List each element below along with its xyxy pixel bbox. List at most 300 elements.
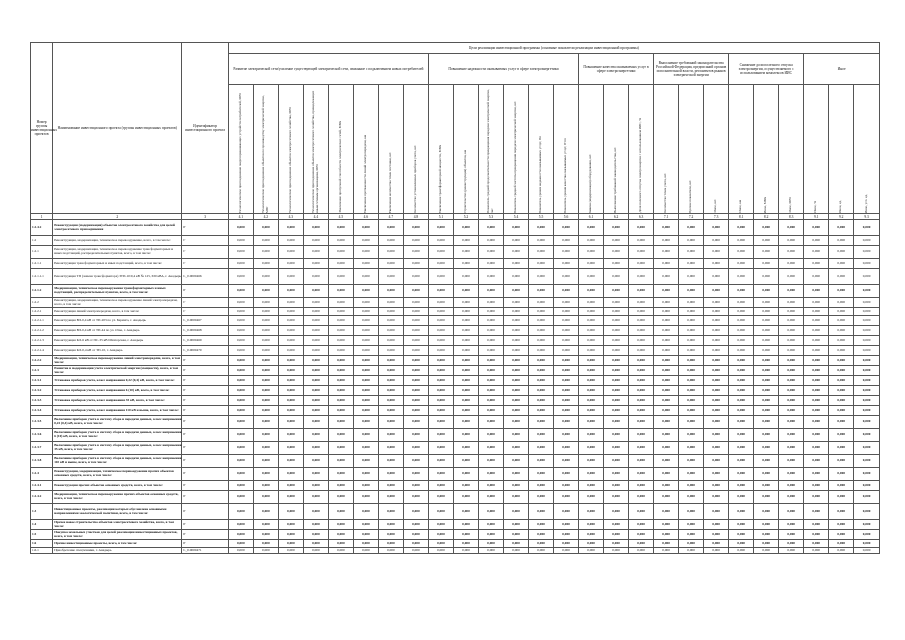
sub-header (228, 85, 253, 214)
row-value: 0,000 (854, 416, 880, 429)
row-value: 0,000 (729, 491, 754, 504)
row-value: 0,000 (779, 548, 804, 554)
row-name: Включение приборов учета в систему сбора и передачи данных, класс напряжения 110 кВ и выше, всего, в том числе: (53, 455, 182, 468)
row-code: 1.2.4.1 (31, 481, 53, 491)
row-value: 0,000 (504, 346, 529, 356)
row-value: 0,000 (278, 366, 303, 376)
row-code: 1.2.2.1.3 (31, 336, 53, 346)
row-value: 0,000 (804, 429, 829, 442)
row-name: Реконструкция, модернизация, техническое перевооружение линий электропередачи, всего, в том числе: (53, 298, 182, 308)
sub-header-text: Количество точек учета, шт. (663, 173, 668, 213)
row-value: 0,000 (654, 406, 679, 416)
row-value: 0,000 (428, 540, 453, 548)
row-value: 0,000 (579, 356, 604, 366)
row-value: 0,000 (529, 520, 554, 530)
row-value: 0,000 (303, 269, 328, 285)
row-value: 0,000 (453, 346, 478, 356)
row-value: 0,000 (729, 455, 754, 468)
top-title: Цели реализации инвестиционной программы (основные показатели реализации инвестиционной программы) (228, 43, 879, 54)
row-value: 0,000 (829, 220, 854, 236)
row-value: 0,000 (403, 540, 428, 548)
sub-header-text: Выполнение требований законодательства, шт. (613, 147, 618, 213)
column-number: 8.2 (754, 214, 779, 220)
row-value: 0,000 (504, 316, 529, 326)
row-value: 0,000 (629, 504, 654, 520)
row-value: 0,000 (804, 246, 829, 259)
row-value: 0,000 (679, 396, 704, 406)
row-value: 0,000 (554, 468, 579, 481)
table-row (31, 548, 880, 554)
row-value: 0,000 (353, 416, 378, 429)
row-value: 0,000 (754, 346, 779, 356)
row-value: 0,000 (328, 308, 353, 316)
row-value: 0,000 (729, 259, 754, 269)
row-value: 0,000 (378, 269, 403, 285)
row-value: 0,000 (353, 396, 378, 406)
row-value: 0,000 (604, 386, 629, 396)
row-value: 0,000 (829, 455, 854, 468)
row-value: 0,000 (378, 220, 403, 236)
row-value: 0,000 (303, 376, 328, 386)
row-value: 0,000 (554, 298, 579, 308)
row-value: 0,000 (278, 455, 303, 468)
sub-header (428, 85, 453, 214)
row-value: 0,000 (804, 346, 829, 356)
row-name: Реконструкция КЛ-0,4 кВ от ТП-10, г. Анадырь (53, 346, 182, 356)
row-value: 0,000 (303, 308, 328, 316)
row-value: 0,000 (228, 468, 253, 481)
row-value: 0,000 (804, 540, 829, 548)
row-value: 0,000 (579, 520, 604, 530)
row-value: 0,000 (453, 530, 478, 540)
sub-header (854, 85, 880, 214)
sub-header-text: Иное, шт. (713, 199, 718, 213)
row-value: 0,000 (478, 298, 503, 308)
row-value: 0,000 (353, 548, 378, 554)
row-name: Реконструкция трансформаторных и иных подстанций, всего, в том числе: (53, 259, 182, 269)
row-value: 0,000 (253, 548, 278, 554)
row-value: 0,000 (629, 386, 654, 396)
row-value: 0,000 (253, 366, 278, 376)
sub-header-text: Увеличение пропускной способности электрических сетей, МВА (338, 121, 342, 213)
row-value: 0,000 (629, 520, 654, 530)
row-value: 0,000 (629, 326, 654, 336)
row-value: 0,000 (754, 308, 779, 316)
row-value: 0,000 (303, 455, 328, 468)
row-value: 0,000 (704, 429, 729, 442)
row-value: 0,000 (504, 548, 529, 554)
row-value: 0,000 (654, 442, 679, 455)
row-value: 0,000 (804, 308, 829, 316)
row-value: 0,000 (604, 246, 629, 259)
row-value: 0,000 (579, 504, 604, 520)
row-value: 0,000 (529, 442, 554, 455)
row-value: 0,000 (654, 259, 679, 269)
row-value: 0,000 (729, 468, 754, 481)
row-id: Г (182, 285, 228, 298)
row-value: 0,000 (854, 504, 880, 520)
row-value: 0,000 (654, 316, 679, 326)
table-row (31, 298, 880, 308)
table-row (31, 468, 880, 481)
row-value: 0,000 (604, 269, 629, 285)
row-name: Прочие инвестиционные проекты, всего, в том числе: (53, 540, 182, 548)
row-code: 1.2.2.1.1 (31, 316, 53, 326)
column-number: 4.8 (403, 214, 428, 220)
row-value: 0,000 (378, 429, 403, 442)
row-value: 0,000 (253, 356, 278, 366)
row-value: 0,000 (779, 356, 804, 366)
row-value: 0,000 (378, 356, 403, 366)
row-id: L_0.0000469 (182, 336, 228, 346)
row-value: 0,000 (378, 308, 403, 316)
row-value: 0,000 (529, 504, 554, 520)
row-value: 0,000 (428, 366, 453, 376)
row-value: 0,000 (529, 376, 554, 386)
row-value: 0,000 (829, 468, 854, 481)
row-value: 0,000 (529, 326, 554, 336)
row-value: 0,000 (829, 548, 854, 554)
row-value: 0,000 (504, 504, 529, 520)
row-value: 0,000 (779, 491, 804, 504)
row-value: 0,000 (378, 366, 403, 376)
row-value: 0,000 (579, 336, 604, 346)
row-value: 0,000 (604, 481, 629, 491)
row-value: 0,000 (579, 530, 604, 540)
table-row (31, 386, 880, 396)
row-value: 0,000 (403, 376, 428, 386)
row-value: 0,000 (228, 246, 253, 259)
row-value: 0,000 (554, 246, 579, 259)
row-value: 0,000 (729, 285, 754, 298)
row-value: 0,000 (554, 236, 579, 246)
row-value: 0,000 (303, 396, 328, 406)
row-name: Приобретение спецтехники, г. Анадырь (53, 548, 182, 554)
row-value: 0,000 (428, 396, 453, 406)
row-value: 0,000 (453, 298, 478, 308)
row-value: 0,000 (403, 429, 428, 442)
row-value: 0,000 (629, 269, 654, 285)
row-value: 0,000 (353, 269, 378, 285)
row-value: 0,000 (604, 548, 629, 554)
row-value: 0,000 (704, 269, 729, 285)
row-value: 0,000 (453, 491, 478, 504)
row-value: 0,000 (228, 326, 253, 336)
row-value: 0,000 (328, 406, 353, 416)
group-header: Иное (804, 54, 880, 85)
group-header: Повышение надежности оказываемых услуг в сфере электроэнергетики (428, 54, 578, 85)
row-value: 0,000 (604, 298, 629, 308)
row-value: 0,000 (854, 285, 880, 298)
row-value: 0,000 (303, 246, 328, 259)
row-value: 0,000 (704, 481, 729, 491)
row-value: 0,000 (829, 236, 854, 246)
row-value: 0,000 (378, 406, 403, 416)
table-row (31, 491, 880, 504)
row-value: 0,000 (654, 520, 679, 530)
row-value: 0,000 (779, 442, 804, 455)
row-value: 0,000 (829, 504, 854, 520)
row-value: 0,000 (729, 396, 754, 406)
row-value: 0,000 (378, 298, 403, 308)
row-value: 0,000 (504, 406, 529, 416)
row-value: 0,000 (854, 326, 880, 336)
row-value: 0,000 (403, 406, 428, 416)
row-value: 0,000 (353, 236, 378, 246)
row-value: 0,000 (654, 246, 679, 259)
row-value: 0,000 (253, 396, 278, 406)
row-value: 0,000 (729, 246, 754, 259)
row-value: 0,000 (403, 336, 428, 346)
row-value: 0,000 (228, 504, 253, 520)
row-value: 0,000 (353, 530, 378, 540)
row-value: 0,000 (453, 308, 478, 316)
column-number: 7.2 (679, 214, 704, 220)
row-value: 0,000 (679, 246, 704, 259)
row-value: 0,000 (403, 386, 428, 396)
row-value: 0,000 (278, 429, 303, 442)
row-name: Реконструкция (модернизация) объектов электросетевого хозяйства для целей электросетевого присоединения (53, 220, 182, 236)
row-value: 0,000 (754, 455, 779, 468)
row-value: 0,000 (403, 269, 428, 285)
row-value: 0,000 (754, 468, 779, 481)
row-id: Г (182, 540, 228, 548)
row-value: 0,000 (403, 220, 428, 236)
row-value: 0,000 (278, 220, 303, 236)
row-value: 0,000 (629, 366, 654, 376)
row-value: 0,000 (378, 504, 403, 520)
row-value: 0,000 (579, 455, 604, 468)
row-value: 0,000 (453, 540, 478, 548)
row-value: 0,000 (504, 356, 529, 366)
row-value: 0,000 (303, 491, 328, 504)
row-value: 0,000 (453, 442, 478, 455)
row-value: 0,000 (378, 336, 403, 346)
row-value: 0,000 (679, 326, 704, 336)
row-value: 0,000 (353, 259, 378, 269)
sub-header-text: Технологическое присоединение объектов электросетевого хозяйства, принадлежащих иным сетевым организациям, МВт (311, 90, 319, 213)
row-value: 0,000 (579, 246, 604, 259)
row-value: 0,000 (303, 530, 328, 540)
row-value: 0,000 (328, 468, 353, 481)
row-value: 0,000 (428, 336, 453, 346)
row-value: 0,000 (829, 416, 854, 429)
row-value: 0,000 (579, 376, 604, 386)
row-value: 0,000 (278, 504, 303, 520)
row-value: 0,000 (704, 386, 729, 396)
row-value: 0,000 (303, 220, 328, 236)
row-value: 0,000 (654, 468, 679, 481)
row-value: 0,000 (679, 406, 704, 416)
row-value: 0,000 (829, 366, 854, 376)
row-value: 0,000 (779, 316, 804, 326)
row-id: L_0.0000468 (182, 326, 228, 336)
row-value: 0,000 (478, 442, 503, 455)
row-value: 0,000 (804, 491, 829, 504)
row-value: 0,000 (604, 540, 629, 548)
row-value: 0,000 (779, 346, 804, 356)
row-name: Модернизация, техническое перевооружение прочих объектов основных средств, всего, в том числе: (53, 491, 182, 504)
row-value: 0,000 (328, 429, 353, 442)
row-value: 0,000 (378, 246, 403, 259)
row-value: 0,000 (403, 396, 428, 406)
row-code: 1.2.2.1.2 (31, 326, 53, 336)
row-value: 0,000 (428, 298, 453, 308)
row-value: 0,000 (779, 376, 804, 386)
row-value: 0,000 (754, 259, 779, 269)
row-value: 0,000 (228, 269, 253, 285)
row-value: 0,000 (328, 326, 353, 336)
row-value: 0,000 (829, 442, 854, 455)
row-value: 0,000 (403, 442, 428, 455)
row-value: 0,000 (654, 396, 679, 406)
row-value: 0,000 (478, 308, 503, 316)
row-value: 0,000 (554, 442, 579, 455)
row-value: 0,000 (478, 236, 503, 246)
row-value: 0,000 (729, 416, 754, 429)
row-value: 0,000 (228, 406, 253, 416)
sub-header-text: Технологическое присоединение объектов электросетевого хозяйства, МВт (287, 107, 292, 213)
row-value: 0,000 (829, 520, 854, 530)
row-value: 0,000 (704, 326, 729, 336)
row-value: 0,000 (529, 530, 554, 540)
row-value: 0,000 (453, 504, 478, 520)
row-value: 0,000 (378, 491, 403, 504)
row-value: 0,000 (228, 429, 253, 442)
row-value: 0,000 (278, 386, 303, 396)
row-value: 0,000 (629, 396, 654, 406)
row-value: 0,000 (303, 259, 328, 269)
row-value: 0,000 (679, 429, 704, 442)
row-value: 0,000 (403, 366, 428, 376)
row-value: 0,000 (779, 326, 804, 336)
row-value: 0,000 (829, 285, 854, 298)
row-value: 0,000 (554, 455, 579, 468)
row-value: 0,000 (428, 481, 453, 491)
row-value: 0,000 (303, 236, 328, 246)
row-value: 0,000 (328, 366, 353, 376)
row-value: 0,000 (228, 455, 253, 468)
row-value: 0,000 (428, 316, 453, 326)
row-value: 0,000 (453, 468, 478, 481)
sub-header-text: Показатель уровня надежности оказываемых услуг, Пп (538, 135, 543, 213)
row-value: 0,000 (278, 406, 303, 416)
sub-header (403, 85, 428, 214)
sub-header-text: Иное, усл. ед. (863, 193, 868, 213)
row-value: 0,000 (228, 442, 253, 455)
row-value: 0,000 (679, 308, 704, 316)
row-value: 0,000 (328, 236, 353, 246)
row-value: 0,000 (504, 468, 529, 481)
row-value: 0,000 (228, 386, 253, 396)
sub-header-text: Технологическое присоединение объектов по производству электрической энергии, МВт (261, 95, 269, 213)
row-value: 0,000 (729, 504, 754, 520)
row-value: 0,000 (353, 481, 378, 491)
row-value: 0,000 (829, 429, 854, 442)
row-code: 1.2.3.1 (31, 376, 53, 386)
row-value: 0,000 (228, 481, 253, 491)
column-number: 8.3 (779, 214, 804, 220)
sub-header (829, 85, 854, 214)
row-value: 0,000 (829, 336, 854, 346)
row-value: 0,000 (579, 481, 604, 491)
row-value: 0,000 (829, 326, 854, 336)
row-value: 0,000 (829, 246, 854, 259)
row-value: 0,000 (679, 540, 704, 548)
row-value: 0,000 (278, 376, 303, 386)
sub-header-text: Иное, ед. (838, 200, 843, 213)
row-value: 0,000 (303, 285, 328, 298)
row-value: 0,000 (228, 416, 253, 429)
row-id: Г (182, 308, 228, 316)
row-value: 0,000 (378, 316, 403, 326)
sub-header-text: Иное, % (813, 201, 818, 213)
row-value: 0,000 (829, 376, 854, 386)
row-value: 0,000 (779, 336, 804, 346)
row-value: 0,000 (679, 481, 704, 491)
row-value: 0,000 (529, 481, 554, 491)
table-row (31, 520, 880, 530)
row-id: Г (182, 406, 228, 416)
row-value: 0,000 (779, 246, 804, 259)
row-value: 0,000 (779, 481, 804, 491)
row-value: 0,000 (779, 366, 804, 376)
row-value: 0,000 (504, 530, 529, 540)
row-value: 0,000 (303, 336, 328, 346)
row-value: 0,000 (353, 346, 378, 356)
row-name: Инвестиционные проекты, реализация которых обусловлена основными направлениями экологической политики, всего, в том числе: (53, 504, 182, 520)
row-value: 0,000 (328, 504, 353, 520)
row-value: 0,000 (529, 285, 554, 298)
row-value: 0,000 (378, 540, 403, 548)
column-number: 4.6 (353, 214, 378, 220)
row-value: 0,000 (328, 386, 353, 396)
row-value: 0,000 (629, 220, 654, 236)
row-value: 0,000 (453, 259, 478, 269)
row-value: 0,000 (804, 416, 829, 429)
row-value: 0,000 (704, 220, 729, 236)
row-value: 0,000 (629, 308, 654, 316)
row-value: 0,000 (504, 366, 529, 376)
row-value: 0,000 (554, 220, 579, 236)
row-value: 0,000 (504, 236, 529, 246)
row-value: 0,000 (403, 520, 428, 530)
row-value: 0,000 (353, 386, 378, 396)
row-value: 0,000 (504, 540, 529, 548)
row-value: 0,000 (854, 386, 880, 396)
row-value: 0,000 (854, 481, 880, 491)
row-value: 0,000 (403, 468, 428, 481)
group-header: Выполнение требований законодательства Российской Федерации, предписаний органов исполнительной власти, регламентов рынков электрической энергии (654, 54, 729, 85)
row-id: Г (182, 504, 228, 520)
row-value: 0,000 (729, 429, 754, 442)
row-value: 0,000 (779, 520, 804, 530)
row-value: 0,000 (654, 285, 679, 298)
row-value: 0,000 (428, 442, 453, 455)
column-number: 4.7 (378, 214, 403, 220)
column-number: 9.2 (829, 214, 854, 220)
row-value: 0,000 (804, 455, 829, 468)
row-value: 0,000 (554, 504, 579, 520)
row-value: 0,000 (754, 481, 779, 491)
row-value: 0,000 (804, 386, 829, 396)
row-value: 0,000 (679, 366, 704, 376)
sub-header-text: Увеличение трансформаторной мощности, МВА (438, 144, 443, 213)
row-code: 1.2.3.8 (31, 455, 53, 468)
row-value: 0,000 (303, 481, 328, 491)
row-value: 0,000 (829, 346, 854, 356)
row-value: 0,000 (654, 269, 679, 285)
